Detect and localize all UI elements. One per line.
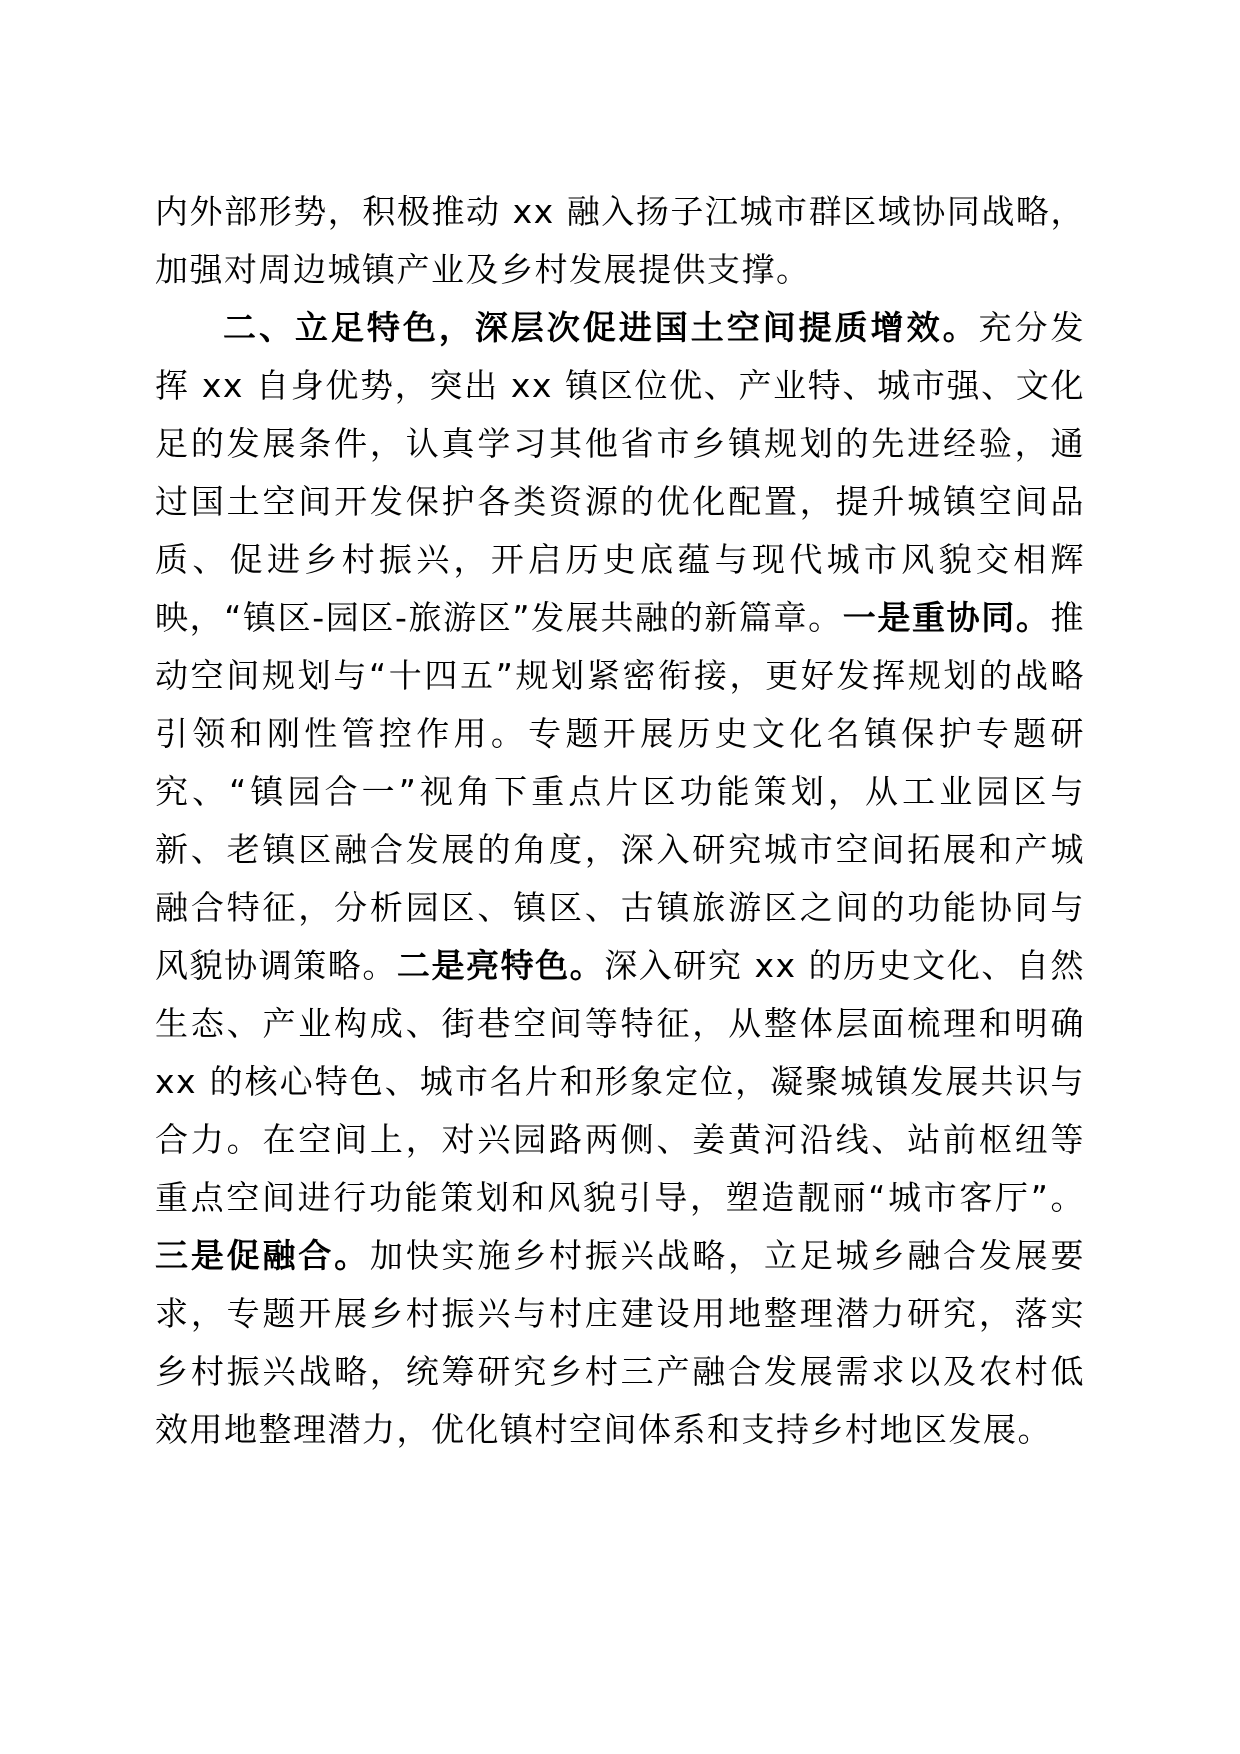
document-body [155,183,1085,1459]
section-two-intro: 充分发挥 xx 自身优势，突出 xx 镇区位优、产业特、城市强、文化足的发展条件，认真学习其他省市乡镇规划的先进经验，通过国土空间开发保护各类资源的优化配置，提升城镇空间品质、促进乡村振兴，开启历史底蕴与现代城市风貌交相辉映，“镇区-园区-旅游区”发展共融的新篇章。 [155,308,1086,637]
section-two-heading: 二、立足特色，深层次促进国土空间提质增效。 [223,308,979,347]
paragraph-continuation [155,183,1085,299]
point-1-title: 一是重协同。 [842,598,1051,637]
paragraph-section-two [155,299,1085,1459]
point-1-text: 推动空间规划与“十四五”规划紧密衔接，更好发挥规划的战略引领和刚性管控作用。专题开展历史文化名镇保护专题研究、“镇园合一”视角下重点片区功能策划，从工业园区与新、老镇区融合发展的角度，深入研究城市空间拓展和产城融合特征，分析园区、镇区、古镇旅游区之间的功能协同与风貌协调策略。 [155,598,1085,985]
paragraph-1-text: 内外部形势，积极推动 xx 融入扬子江城市群区域协同战略，加强对周边城镇产业及乡村发展提供支撑。 [155,192,1085,289]
point-2-text: 深入研究 xx 的历史文化、自然生态、产业构成、街巷空间等特征，从整体层面梳理和明确 xx 的核心特色、城市名片和形象定位，凝聚城镇发展共识与合力。在空间上，对兴园路两侧、姜黄河沿线、站前枢纽等重点空间进行功能策划和风貌引导，塑造靓丽“城市客厅”。 [155,946,1086,1217]
point-3-text: 加快实施乡村振兴战略，立足城乡融合发展要求，专题开展乡村振兴与村庄建设用地整理潜力研究，落实乡村振兴战略，统筹研究乡村三产融合发展需求以及农村低效用地整理潜力，优化镇村空间体系和支持乡村地区发展。 [155,1236,1086,1449]
point-2-title: 二是亮特色。 [396,946,605,985]
point-3-title: 三是促融合。 [155,1236,370,1275]
